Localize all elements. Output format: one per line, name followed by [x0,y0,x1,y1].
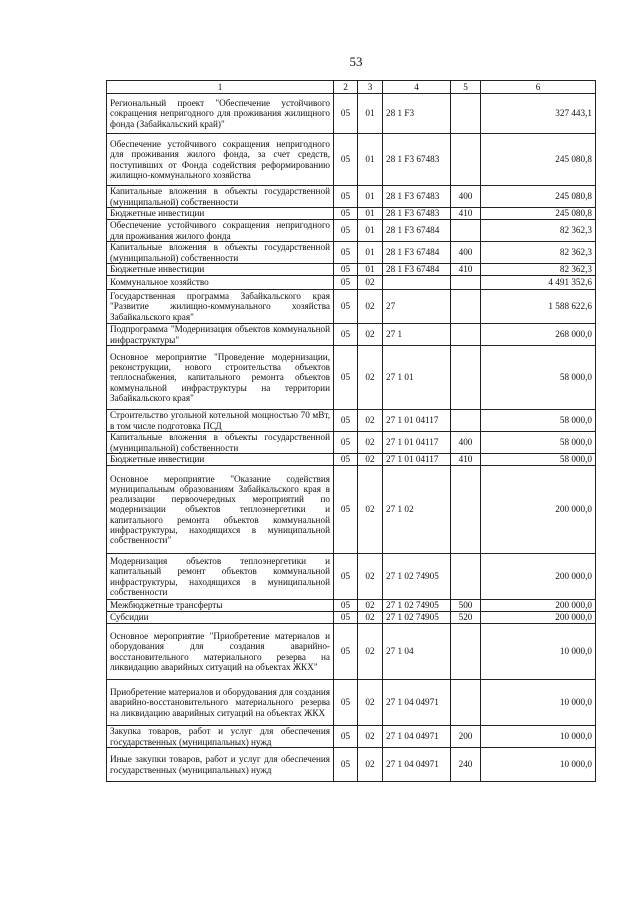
row-name-cell: Межбюджетные трансферты [107,600,334,612]
amount-cell: 268 000,0 [481,324,596,346]
table-row [107,726,596,748]
subsection-code-cell: 02 [358,410,383,432]
amount-cell: 58 000,0 [481,410,596,432]
subsection-code-cell: 02 [358,432,383,454]
header-row [107,81,596,94]
row-name-cell: Коммунальное хозяйство [107,276,334,290]
target-article-cell: 27 1 04 04971 [383,680,451,726]
subsection-code-cell: 02 [358,554,383,600]
amount-cell: 200 000,0 [481,466,596,554]
amount-cell: 327 443,1 [481,94,596,134]
expense-type-cell: 400 [451,242,481,264]
target-article-cell: 27 1 02 [383,466,451,554]
section-code-cell: 05 [334,220,358,242]
subsection-code-cell: 02 [358,600,383,612]
section-code-cell: 05 [334,346,358,410]
section-code-cell: 05 [334,324,358,346]
subsection-code-cell: 01 [358,220,383,242]
table-row [107,276,596,290]
amount-cell: 58 000,0 [481,454,596,466]
amount-cell: 82 362,3 [481,220,596,242]
amount-cell: 245 080,8 [481,134,596,186]
expense-type-cell [451,346,481,410]
header-cell-4: 4 [383,81,451,94]
amount-cell: 10 000,0 [481,680,596,726]
row-name-cell: Подпрограмма "Модернизация объектов коммунальной инфраструктуры" [107,324,334,346]
page-number: 53 [349,54,363,69]
section-code-cell: 05 [334,432,358,454]
amount-cell: 10 000,0 [481,726,596,748]
table-row [107,466,596,554]
amount-cell: 58 000,0 [481,432,596,454]
expense-type-cell [451,94,481,134]
subsection-code-cell: 02 [358,324,383,346]
expense-type-cell [451,134,481,186]
subsection-code-cell: 02 [358,612,383,624]
row-name-cell: Основное мероприятие "Приобретение материалов и оборудования для создания аварийно-восстановительного материального резерва на ликвидацию аварийных ситуаций на объектах ЖКХ" [107,624,334,680]
expense-type-cell: 200 [451,726,481,748]
target-article-cell: 28 1 F3 67484 [383,264,451,276]
table-row [107,94,596,134]
table-row [107,748,596,782]
expense-type-cell: 240 [451,748,481,782]
row-name-cell: Обеспечение устойчивого сокращения непригодного для проживания жилого фонда [107,220,334,242]
subsection-code-cell: 01 [358,208,383,220]
target-article-cell: 27 1 01 04117 [383,410,451,432]
row-name-cell: Капитальные вложения в объекты государственной (муниципальной) собственности [107,242,334,264]
row-name-cell: Основное мероприятие "Проведение модернизации, реконструкции, нового строительства объектов теплоснабжения, капитального ремонта объектов коммунальной инфраструктуры на территории Забайкальского края" [107,346,334,410]
table-row [107,454,596,466]
section-code-cell: 05 [334,186,358,208]
amount-cell: 200 000,0 [481,600,596,612]
section-code-cell: 05 [334,624,358,680]
subsection-code-cell: 01 [358,94,383,134]
target-article-cell: 28 1 F3 67483 [383,208,451,220]
row-name-cell: Иные закупки товаров, работ и услуг для обеспечения государственных (муниципальных) нужд [107,748,334,782]
expense-type-cell [451,466,481,554]
target-article-cell: 27 1 02 74905 [383,600,451,612]
expense-type-cell [451,220,481,242]
subsection-code-cell: 02 [358,346,383,410]
subsection-code-cell: 02 [358,748,383,782]
target-article-cell: 28 1 F3 67483 [383,186,451,208]
expense-type-cell [451,680,481,726]
expense-type-cell [451,624,481,680]
row-name-cell: Бюджетные инвестиции [107,454,334,466]
section-code-cell: 05 [334,600,358,612]
target-article-cell: 27 1 01 [383,346,451,410]
section-code-cell: 05 [334,410,358,432]
subsection-code-cell: 02 [358,624,383,680]
section-code-cell: 05 [334,454,358,466]
subsection-code-cell: 01 [358,134,383,186]
subsection-code-cell: 02 [358,454,383,466]
subsection-code-cell: 02 [358,290,383,324]
table-body [107,94,596,782]
expense-type-cell [451,276,481,290]
amount-cell: 82 362,3 [481,242,596,264]
section-code-cell: 05 [334,94,358,134]
row-name-cell: Бюджетные инвестиции [107,264,334,276]
row-name-cell: Бюджетные инвестиции [107,208,334,220]
amount-cell: 200 000,0 [481,554,596,600]
row-name-cell: Капитальные вложения в объекты государственной (муниципальной) собственности [107,432,334,454]
table-row [107,680,596,726]
header-cell-1: 1 [107,81,334,94]
section-code-cell: 05 [334,290,358,324]
table-row [107,432,596,454]
expense-type-cell [451,290,481,324]
table-row [107,324,596,346]
table-row [107,600,596,612]
section-code-cell: 05 [334,242,358,264]
table-row [107,220,596,242]
expense-type-cell: 410 [451,264,481,276]
section-code-cell: 05 [334,208,358,220]
amount-cell: 245 080,8 [481,186,596,208]
target-article-cell: 27 1 02 74905 [383,554,451,600]
amount-cell: 245 080,8 [481,208,596,220]
table-row [107,264,596,276]
subsection-code-cell: 01 [358,186,383,208]
row-name-cell: Региональный проект "Обеспечение устойчивого сокращения непригодного для проживания жилищного фонда (Забайкальский край)" [107,94,334,134]
target-article-cell: 28 1 F3 67484 [383,220,451,242]
target-article-cell: 27 1 04 04971 [383,748,451,782]
target-article-cell: 27 [383,290,451,324]
expense-type-cell: 500 [451,600,481,612]
target-article-cell: 27 1 01 04117 [383,432,451,454]
expense-type-cell: 410 [451,208,481,220]
subsection-code-cell: 01 [358,242,383,264]
header-cell-3: 3 [358,81,383,94]
subsection-code-cell: 02 [358,466,383,554]
subsection-code-cell: 01 [358,264,383,276]
row-name-cell: Основное мероприятие "Оказание содействия муниципальным образованиям Забайкальского края в реализации первоочередных мероприятий по модернизации объектов теплоэнергетики и капитального ремонта объектов коммунальной инфраструктуры, находящихся в муниципальной собственности" [107,466,334,554]
target-article-cell: 28 1 F3 67484 [383,242,451,264]
row-name-cell: Обеспечение устойчивого сокращения непригодного для проживания жилого фонда, за счет средств, поступивших от Фонда содействия реформированию жилищно-коммунального хозяйства [107,134,334,186]
subsection-code-cell: 02 [358,680,383,726]
table-row [107,554,596,600]
table-row [107,612,596,624]
amount-cell: 10 000,0 [481,748,596,782]
amount-cell: 200 000,0 [481,612,596,624]
amount-cell: 82 362,3 [481,264,596,276]
section-code-cell: 05 [334,276,358,290]
section-code-cell: 05 [334,554,358,600]
table-row [107,186,596,208]
target-article-cell [383,276,451,290]
section-code-cell: 05 [334,134,358,186]
amount-cell: 10 000,0 [481,624,596,680]
row-name-cell: Субсидии [107,612,334,624]
row-name-cell: Модернизация объектов теплоэнергетики и капитальный ремонт объектов коммунальной инфраструктуры, находящихся в муниципальной собственности [107,554,334,600]
table-row [107,290,596,324]
row-name-cell: Государственная программа Забайкальского края "Развитие жилищно-коммунального хозяйства Забайкальского края" [107,290,334,324]
section-code-cell: 05 [334,748,358,782]
amount-cell: 4 491 352,6 [481,276,596,290]
header-cell-5: 5 [451,81,481,94]
header-cell-6: 6 [481,81,596,94]
section-code-cell: 05 [334,466,358,554]
expense-type-cell [451,324,481,346]
table-row [107,208,596,220]
subsection-code-cell: 02 [358,726,383,748]
expense-type-cell [451,410,481,432]
header-cell-2: 2 [334,81,358,94]
expense-type-cell: 400 [451,432,481,454]
row-name-cell: Строительство угольной котельной мощностью 70 мВт, в том числе подготовка ПСД [107,410,334,432]
table-row [107,242,596,264]
subsection-code-cell: 02 [358,276,383,290]
section-code-cell: 05 [334,680,358,726]
table-row [107,624,596,680]
expense-type-cell: 410 [451,454,481,466]
amount-cell: 1 588 622,6 [481,290,596,324]
target-article-cell: 27 1 04 [383,624,451,680]
table-row [107,410,596,432]
target-article-cell: 27 1 02 74905 [383,612,451,624]
table-row [107,346,596,410]
target-article-cell: 28 1 F3 67483 [383,134,451,186]
row-name-cell: Приобретение материалов и оборудования для создания аварийно-восстановительного материального резерва на ликвидацию аварийных ситуаций на объектах ЖКХ [107,680,334,726]
target-article-cell: 27 1 04 04971 [383,726,451,748]
target-article-cell: 27 1 01 04117 [383,454,451,466]
expense-type-cell: 400 [451,186,481,208]
target-article-cell: 27 1 [383,324,451,346]
target-article-cell: 28 1 F3 [383,94,451,134]
section-code-cell: 05 [334,726,358,748]
expense-type-cell: 520 [451,612,481,624]
amount-cell: 58 000,0 [481,346,596,410]
section-code-cell: 05 [334,264,358,276]
table-row [107,134,596,186]
row-name-cell: Закупка товаров, работ и услуг для обеспечения государственных (муниципальных) нужд [107,726,334,748]
row-name-cell: Капитальные вложения в объекты государственной (муниципальной) собственности [107,186,334,208]
expense-type-cell [451,554,481,600]
budget-table [106,80,596,782]
section-code-cell: 05 [334,612,358,624]
